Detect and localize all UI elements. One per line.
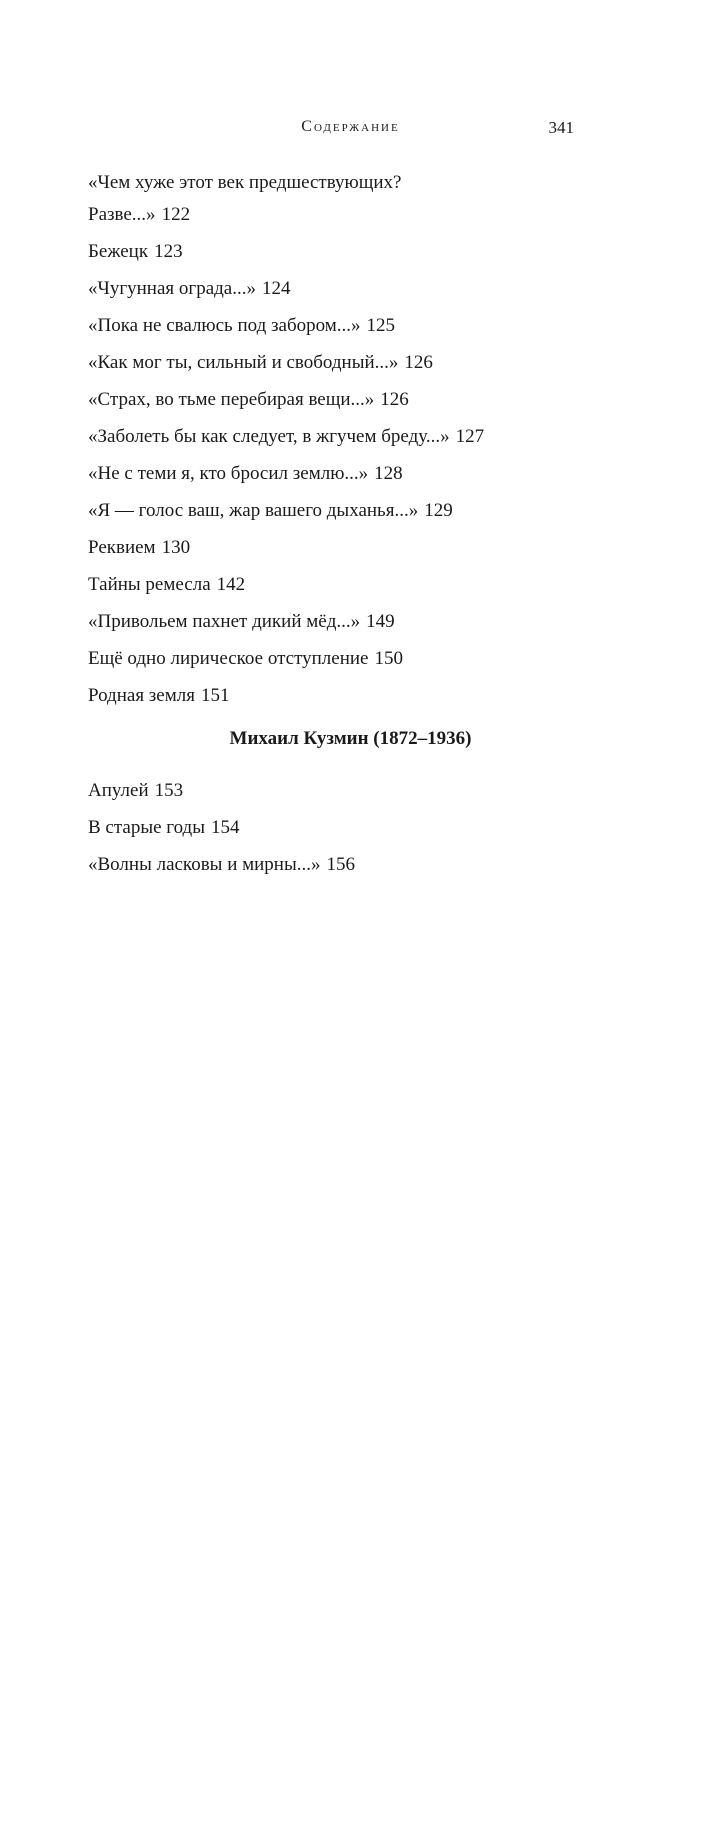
toc-entry-page: 153 [154, 780, 184, 801]
toc-entry-page: 142 [216, 574, 246, 595]
toc-entry-title: «Страх, во тьме перебирая вещи...» [88, 389, 375, 410]
toc-entry-title: «Не с теми я, кто бросил землю...» [88, 463, 369, 484]
toc-entry-title: В старые годы [88, 817, 205, 838]
toc-entry-page: 156 [326, 854, 355, 875]
toc-entry-title: Апулей [88, 780, 149, 801]
toc-entry-title: «Пока не свалюсь под забором...» [88, 315, 361, 336]
running-title: Содержание [301, 118, 400, 135]
toc-entry-page: 125 [366, 315, 396, 336]
toc-entry-page: 150 [374, 648, 403, 669]
section-heading-kuzmin: Михаил Кузмин (1872–1936) [229, 728, 472, 749]
toc-entry-page: 154 [210, 817, 240, 838]
toc-entry-title: Родная земля [88, 685, 195, 706]
toc-entry-page: 128 [374, 463, 403, 484]
toc-entry-title: «Чугунная ограда...» [88, 278, 256, 299]
toc-entry-title: «Я — голос ваш, жар вашего дыханья...» [88, 500, 419, 521]
toc-entry-title: Ещё одно лирическое отступление [88, 648, 369, 669]
toc-entry-page: 130 [161, 537, 191, 558]
toc-list-kuzmin [88, 772, 574, 883]
toc-entry-title: «Привольем пахнет дикий мёд...» [88, 611, 361, 632]
toc-entry [88, 529, 574, 566]
toc-entry-page: 123 [154, 241, 183, 262]
toc-entry [88, 233, 574, 270]
toc-entry-line1 [88, 170, 574, 196]
toc-entry-title: Бежецк [88, 241, 149, 262]
toc-entry-title: Реквием [88, 537, 156, 558]
toc-entry-title: Разве...» [88, 204, 156, 225]
toc-entry-title: «Как мог ты, сильный и свободный...» [88, 352, 399, 373]
toc-list-akhmatova [88, 170, 574, 714]
toc-entry-page: 122 [161, 204, 191, 225]
toc-entry-page: 151 [201, 685, 230, 706]
toc-entry-title: «Чем хуже этот век предшествующих? [88, 172, 402, 193]
page-number: 341 [548, 118, 574, 137]
toc-entry [88, 196, 574, 233]
toc-entry-page: 127 [455, 426, 485, 447]
toc-entry-page: 126 [380, 389, 409, 410]
toc-entry [88, 772, 574, 809]
toc-entry-title: «Заболеть бы как следует, в жгучем бреду...» [88, 426, 450, 447]
toc-entry-page: 124 [261, 278, 291, 299]
toc-entry-page: 126 [404, 352, 433, 373]
toc-entry-title: «Волны ласковы и мирны...» [88, 854, 321, 875]
running-header [0, 118, 701, 142]
toc-entry-title: Тайны ремесла [88, 574, 211, 595]
toc-entry-page: 129 [424, 500, 453, 521]
toc-entry-page: 149 [366, 611, 395, 632]
